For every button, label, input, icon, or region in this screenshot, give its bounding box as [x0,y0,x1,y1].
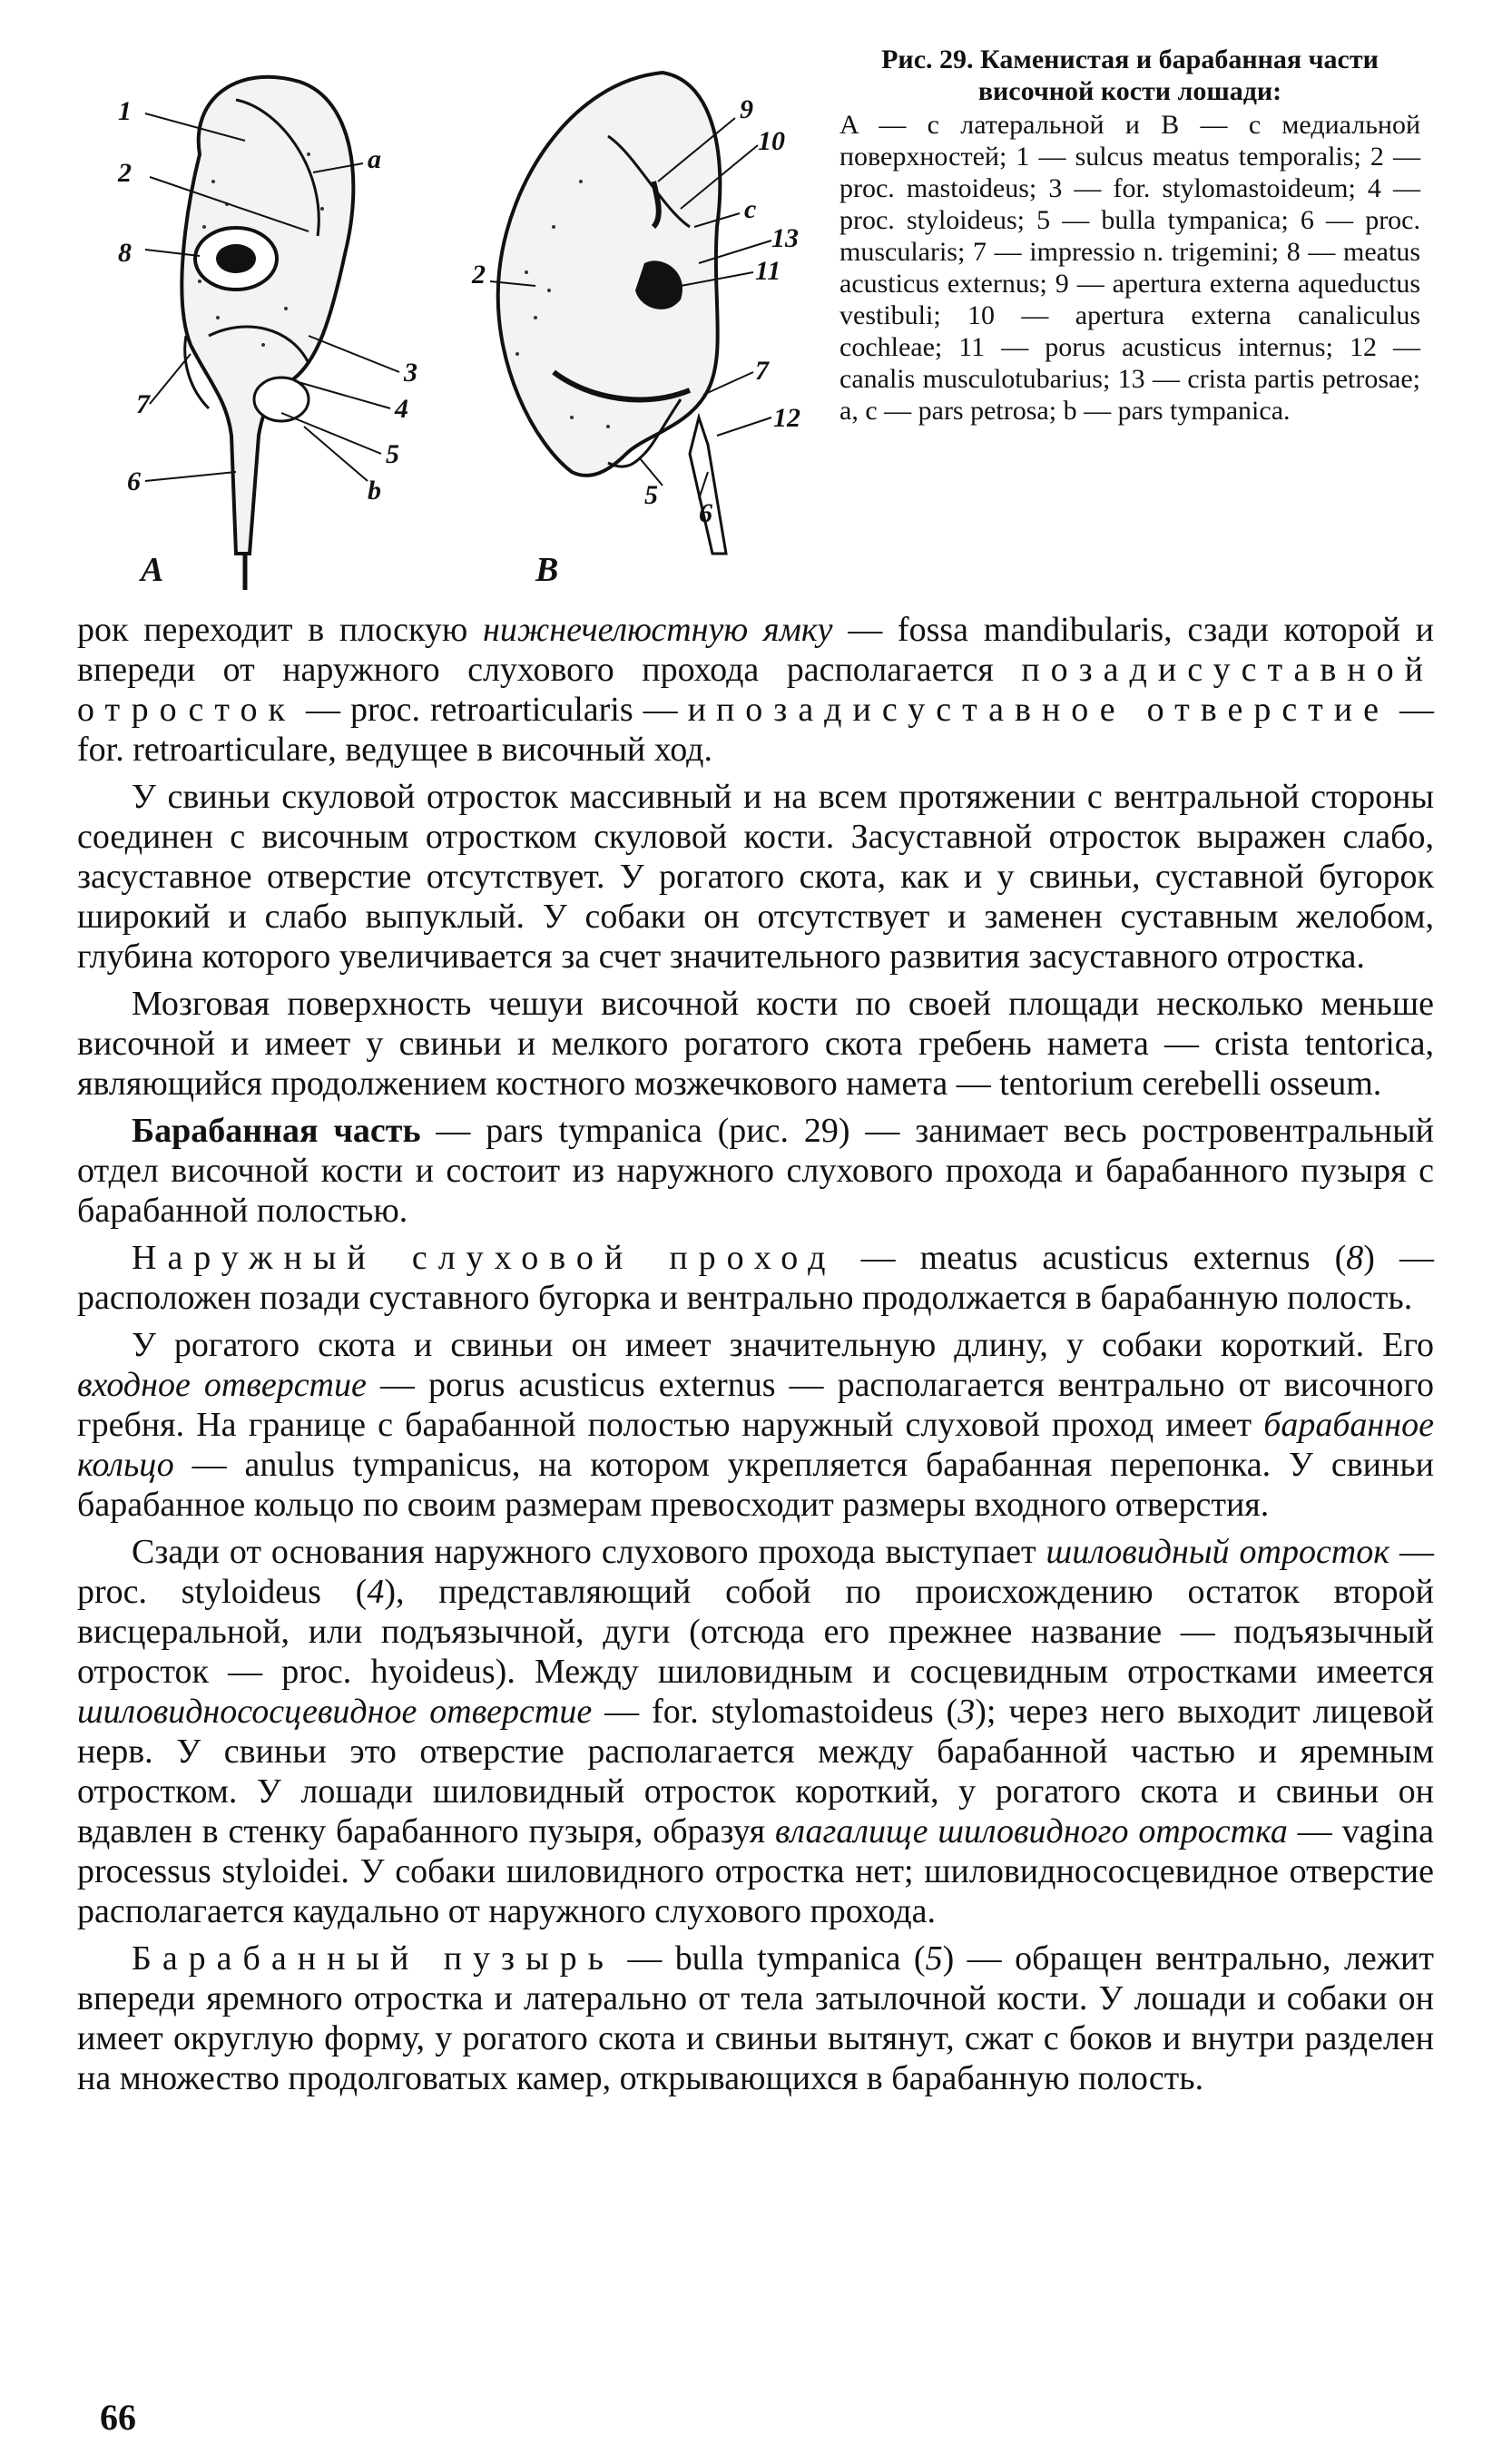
fig-label: 5 [644,480,658,510]
italic-term: нижнечелюстную ямку [483,611,833,649]
fig-label: 6 [699,498,712,528]
paragraph [77,1325,1434,1525]
paragraph: Мозговая поверхность чешуи височной кости по своей площади несколько меньше височной и имеет у свиньи и мелкого рогатого скота гребень намета — crista tentorica, являющийся продолжением костного мозжечкового намета — tentorium cerebelli osseum. [77,985,1434,1103]
paragraph: У свиньи скуловой отросток массивный и на всем протяжении с вентральной стороны соединен с височным отростком скуловой кости. Засуставной отросток выражен слабо, засуставное отверстие отсутствует. У рогатого скота, как и у свиньи, суставной бугорок широкий и слабо выпуклый. У собаки он отсутствует и заменен суставным желобом, глубина которого увеличивается за счет значительного развития засуставного отростка. [77,778,1434,976]
figure-part-a-drawing [145,77,399,590]
fig-label: 5 [386,439,399,469]
fig-label: 9 [740,94,753,124]
fig-part-label: A [141,551,164,589]
figure-part-b-drawing [490,73,771,554]
fig-label: 12 [773,403,800,433]
paragraph [77,610,1434,770]
caption-legend: A — с латеральной и B — с медиальной поверхностей; 1 — sulcus meatus temporalis; 2 — proc. mastoideus; 3 — for. stylomastoideum; 4 — proc. styloideus; 5 — bulla tympanica; 6 — proc. muscularis; 7 — impressio n. trigemini; 8 — meatus acusticus externus; 9 — apertura externa aqueductus vestibuli; 10 — apertura externa canaliculus cochleae; 11 — porus acusticus internus; 12 — canalis musculotubarius; 13 — crista partis petrosae; a, c — pars petrosa; b — pars tympanica. [839,110,1420,426]
text-run: — proc. retroarticularis — и [295,691,716,729]
fig-label: a [368,144,381,174]
fig-label: 8 [118,238,132,268]
fig-label: 6 [127,466,141,496]
text-run: рок переходит в плоскую [77,611,484,649]
text-run: — for. stylomastoideus ( [592,1693,958,1731]
paragraph [77,1939,1434,2098]
text-run: — for. retroarticulare, ведущее в височный ход. [77,691,1434,769]
text-run: — bulla tympanica ( [614,1939,926,1978]
paragraph [77,1532,1434,1931]
text-run: ), представляющий собой по происхождению остаток второй висцеральной, или подъязычной, дуги (отсюда его прежнее название — подъязычный отросток — proc. hyoideus). Между шиловидным и сосцевидным отростками имеется [77,1573,1434,1691]
body-text [77,610,1434,2106]
fig-label: 11 [755,256,781,286]
text-run: — proc. styloideus ( [77,1533,1434,1611]
fig-label: 1 [118,96,132,126]
text-run: ); через него выходит лицевой нерв. У свиньи это отверстие располагается между барабанной частью и яремным отростком. У лошади шиловидный отросток короткий, у рогатого скота и свиньи он вдавлен в стенку барабанного пузыря, образуя [77,1693,1434,1850]
figure-29 [100,45,826,590]
italic-term: 4 [367,1573,385,1611]
fig-label: 7 [136,389,150,419]
temporal-bone-illustration [100,45,826,590]
italic-term: входное отверстие [77,1366,367,1404]
fig-label: 3 [404,358,417,388]
text-run: — meatus acusticus externus ( [836,1239,1347,1277]
paragraph [77,1111,1434,1231]
text-run: ) — обращен вентрально, лежит впереди яремного отростка и латерально от тела затылочной кости. У лошади и собаки он имеет округлую форму, у рогатого скота и свиньи вытянут, сжат с боков и внутри разделен на множество продолговатых камер, открывающихся в барабанную полость. [77,1939,1434,2097]
fig-label: 10 [758,126,785,156]
fig-label: 2 [472,260,486,290]
fig-label: 2 [118,158,132,188]
bold-term: Барабанная часть [132,1112,421,1150]
text-run: — pars tympanica (рис. 29) — занимает весь ростровентральный отдел височной кости и состоит из наружного слухового прохода и барабанного пузыря с барабанной полостью. [77,1112,1434,1230]
text-run: — porus acusticus externus — располагается вентрально от височного гребня. На границе с барабанной полостью наружный слуховой проход имеет [77,1366,1434,1444]
fig-label: b [368,476,381,506]
spaced-term: Наружный слуховой проход [132,1239,837,1277]
fig-label: 4 [395,394,408,424]
text-run: — vagina processus styloidei. У собаки шиловидного отростка нет; шиловиднососцевидное отверстие располагается каудально от наружного слухового прохода. [77,1812,1434,1930]
fig-label: 7 [755,356,769,386]
text-run: — anulus tympanicus, на котором укрепляется барабанная перепонка. У свиньи барабанное кольцо по своим размерам превосходит размеры входного отверстия. [77,1446,1434,1524]
caption-title: Рис. 29. Каменистая и барабанная части височной кости лошади: [881,44,1379,106]
italic-term: 8 [1346,1239,1364,1277]
italic-term: 3 [957,1693,976,1731]
fig-part-label: B [535,551,559,589]
fig-label: 13 [771,223,799,253]
italic-term: 5 [925,1939,943,1978]
italic-term: влагалище шиловидного отростка [775,1812,1288,1850]
text-run: У рогатого скота и свиньи он имеет значительную длину, у собаки короткий. Его [132,1326,1434,1364]
text-run: Сзади от основания наружного слухового прохода выступает [132,1533,1046,1571]
paragraph [77,1238,1434,1318]
italic-term: шиловидный отросток [1046,1533,1390,1571]
spaced-term: Барабанный пузырь [132,1939,614,1978]
italic-term: барабанное кольцо [77,1406,1434,1484]
page-number: 66 [100,2397,136,2438]
text-run: ) — расположен позади суставного бугорка и вентрально продолжается в барабанную полость. [77,1239,1434,1317]
fig-label: c [744,194,757,224]
italic-term: шиловиднососцевидное отверстие [77,1693,593,1731]
spaced-term: позадисуставной отросток [77,651,1434,729]
text-run: — fossa mandibularis, сзади которой и впереди от наружного слухового прохода располагается [77,611,1435,689]
spaced-term: позадисуставное отверстие [715,691,1389,729]
figure-caption [839,44,1420,427]
